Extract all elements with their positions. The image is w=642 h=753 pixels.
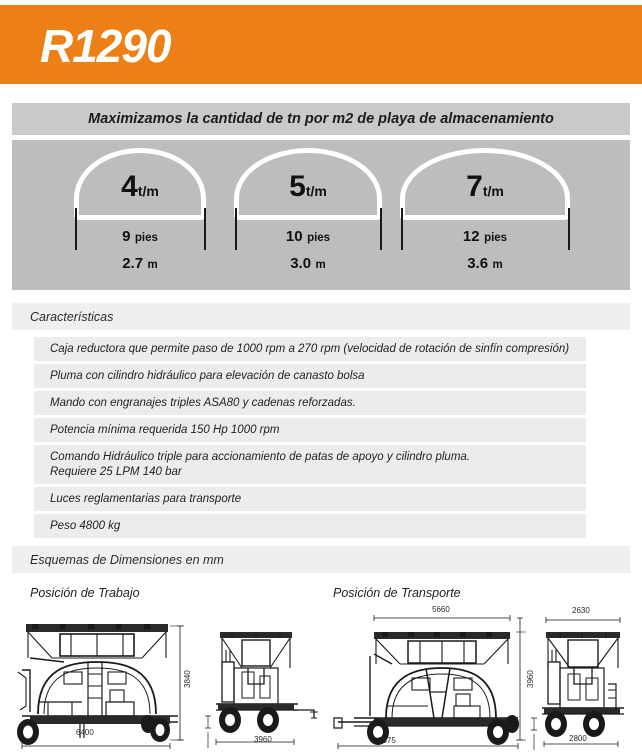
features-heading: Características xyxy=(30,309,114,324)
transport-top-dimension: 5660 xyxy=(432,605,450,614)
feature-text: Peso 4800 kg xyxy=(50,519,121,532)
arch-capacity-unit-1: t/m xyxy=(137,183,159,199)
working-width-dimension: 6400 xyxy=(76,728,94,737)
transport-width-dimension: 7875 xyxy=(378,736,396,745)
working-position-side-drawing xyxy=(8,606,194,753)
arch-meters-1 xyxy=(74,255,206,273)
capacity-arch-1 xyxy=(74,140,216,290)
feature-text: Caja reductora que permite paso de 1000 rpm a 270 rpm (velocidad de rotación de sinfín compresión) xyxy=(50,342,570,355)
arch-graphic-1 xyxy=(74,148,206,220)
arch-meters-3 xyxy=(400,255,570,273)
working-position-front-drawing xyxy=(198,606,328,753)
arch-meters-value-3: 3.6 xyxy=(467,255,489,272)
header-banner xyxy=(0,5,642,84)
feature-text: Potencia mínima requerida 150 Hp 1000 rpm xyxy=(50,423,280,436)
transport-front-height-dimension: 3960 xyxy=(526,670,535,688)
feature-row xyxy=(34,364,586,388)
feature-row xyxy=(34,514,586,538)
arch-feet-3 xyxy=(400,228,570,246)
arch-capacity-value-1: 4 xyxy=(121,170,138,203)
feature-row xyxy=(34,391,586,415)
arch-meters-unit-2: m xyxy=(315,259,326,271)
arch-feet-1 xyxy=(74,228,206,246)
arch-capacity-unit-3: t/m xyxy=(482,183,504,199)
dimensions-heading-bar xyxy=(12,546,630,573)
feature-row xyxy=(34,445,586,484)
arch-feet-value-3: 12 xyxy=(462,228,480,245)
arch-graphic-3 xyxy=(400,148,570,220)
working-height-dimension: 3840 xyxy=(183,670,192,688)
feature-text: Mando con engranajes triples ASA80 y cadenas reforzadas. xyxy=(50,396,356,409)
page-title: R1290 xyxy=(40,20,171,72)
arch-meters-value-2: 3.0 xyxy=(290,255,312,272)
hero-title: Maximizamos la cantidad de tn por m2 de playa de almacenamiento xyxy=(88,111,554,127)
working-position-caption: Posición de Trabajo xyxy=(30,586,140,600)
arch-meters-unit-1: m xyxy=(147,259,158,271)
hero-title-bar xyxy=(12,103,630,135)
arch-meters-2 xyxy=(234,255,382,273)
transport-front-top-dimension: 2630 xyxy=(572,606,590,615)
arch-capacity-2 xyxy=(234,172,382,202)
feature-text-continued: Requiere 25 LPM 140 bar xyxy=(50,465,182,478)
arch-meters-value-1: 2.7 xyxy=(122,255,144,272)
arch-feet-unit-3: pies xyxy=(484,232,508,244)
arch-graphic-2 xyxy=(234,148,382,220)
arch-capacity-3 xyxy=(400,172,570,202)
transport-front-width-dimension: 2800 xyxy=(569,734,587,743)
feature-text: Comando Hidráulico triple para accionamiento de patas de apoyo y cilindro pluma. xyxy=(50,450,470,463)
arch-capacity-value-3: 7 xyxy=(466,170,483,203)
feature-row xyxy=(34,337,586,361)
arch-feet-value-2: 10 xyxy=(285,228,303,245)
feature-text: Luces reglamentarias para transporte xyxy=(50,492,242,505)
arch-feet-unit-2: pies xyxy=(307,232,331,244)
working-front-width-dimension: 3960 xyxy=(254,735,272,744)
capacity-arch-3 xyxy=(400,140,580,290)
arch-feet-2 xyxy=(234,228,382,246)
arch-meters-unit-3: m xyxy=(492,259,503,271)
transport-position-side-drawing xyxy=(330,600,528,753)
arch-feet-value-1: 9 xyxy=(122,228,131,245)
feature-text: Pluma con cilindro hidráulico para elevación de canasto bolsa xyxy=(50,369,365,382)
features-heading-bar xyxy=(12,303,630,330)
arch-capacity-value-2: 5 xyxy=(289,170,306,203)
capacity-arch-2 xyxy=(234,140,392,290)
capacity-panel xyxy=(12,140,630,290)
arch-capacity-unit-2: t/m xyxy=(305,183,327,199)
feature-row xyxy=(34,418,586,442)
feature-row xyxy=(34,487,586,511)
arch-capacity-1 xyxy=(74,172,206,202)
dimensions-heading: Esquemas de Dimensiones en mm xyxy=(30,552,224,567)
transport-position-caption: Posición de Transporte xyxy=(333,586,461,600)
arch-feet-unit-1: pies xyxy=(134,232,158,244)
